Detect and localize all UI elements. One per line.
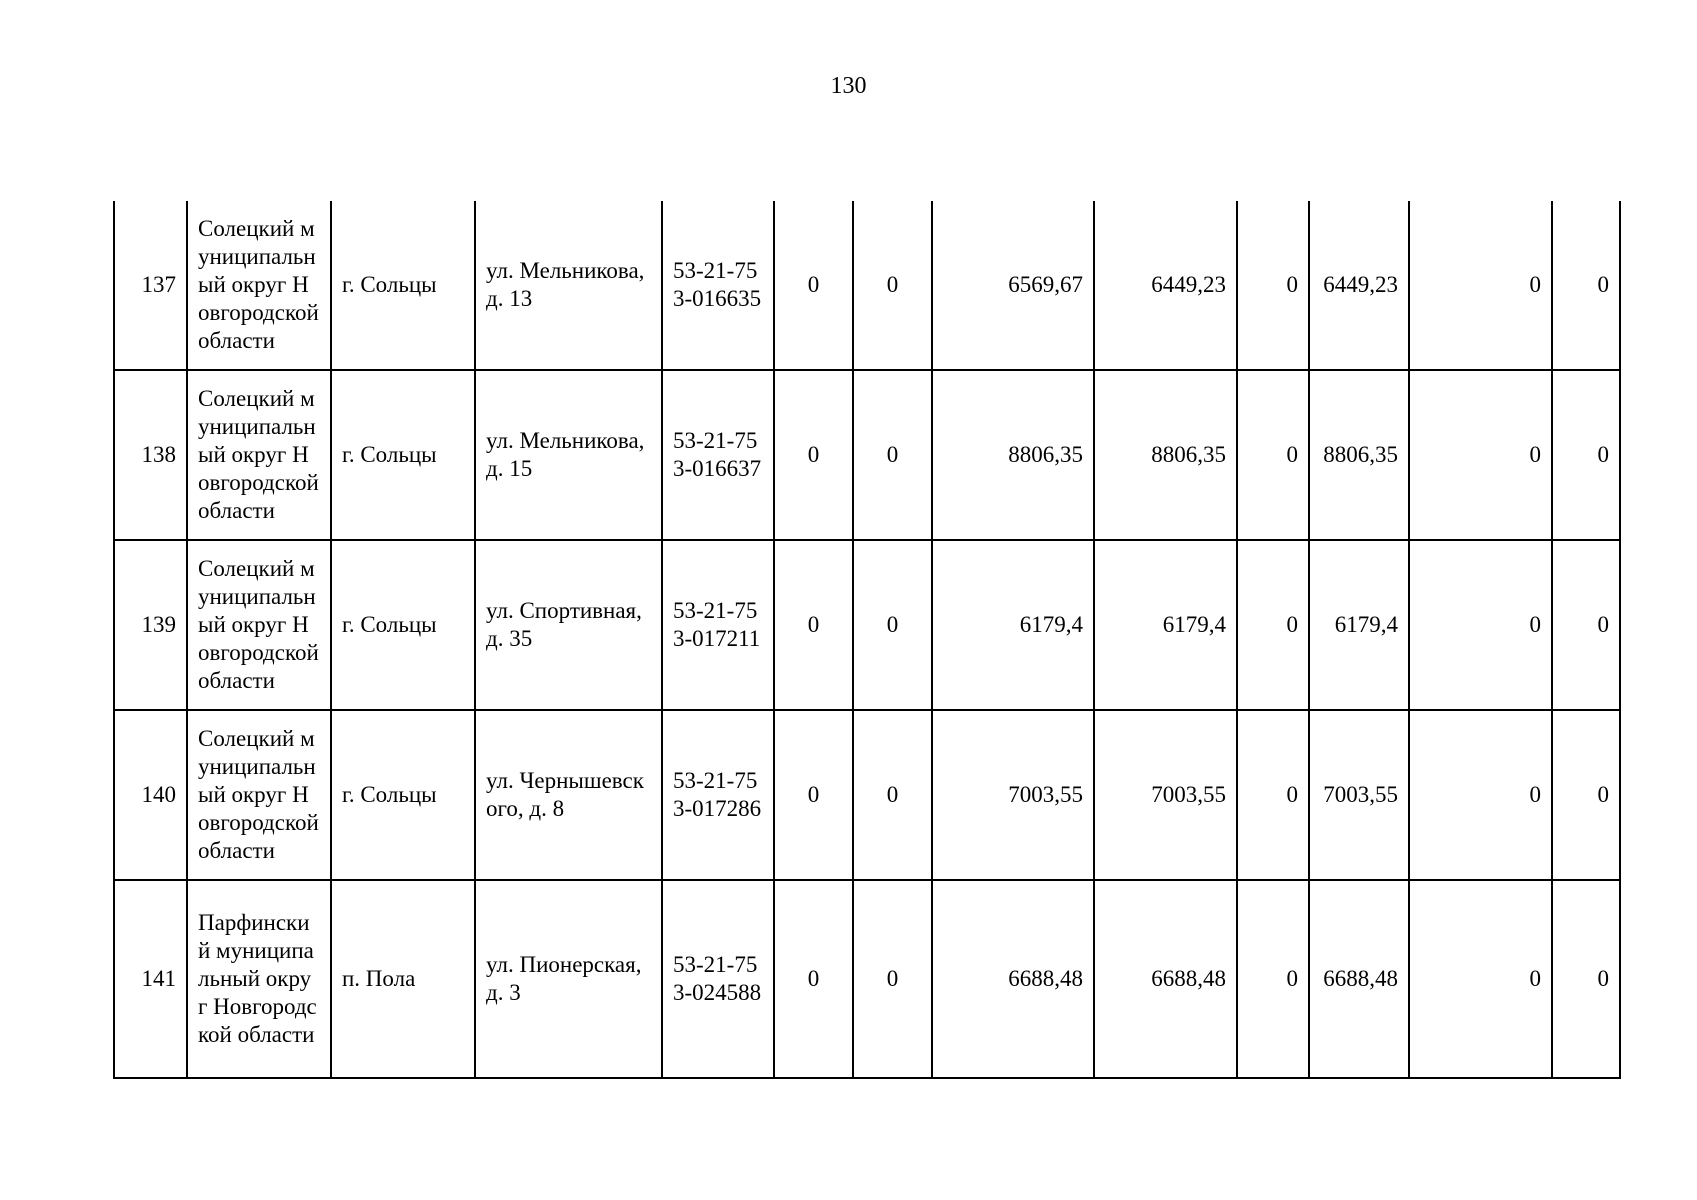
- value-cell: 0: [853, 370, 932, 540]
- value-cell: 6688,48: [932, 880, 1094, 1078]
- value-cell: 0: [1552, 370, 1620, 540]
- value-cell: 0: [1552, 710, 1620, 880]
- code-cell: 53-21-753-017211: [662, 540, 774, 710]
- value-cell: 6179,4: [1094, 540, 1237, 710]
- municipality-cell: Парфинский муниципальный округ Новгородской области: [187, 880, 331, 1078]
- value-cell: 7003,55: [932, 710, 1094, 880]
- row-number: 137: [114, 201, 187, 370]
- value-cell: 8806,35: [1094, 370, 1237, 540]
- value-cell: 0: [1237, 880, 1309, 1078]
- value-cell: 0: [774, 370, 853, 540]
- municipality-cell: Солецкий муниципальный округ Новгородской области: [187, 540, 331, 710]
- address-cell: ул. Пионерская, д. 3: [475, 880, 662, 1078]
- code-cell: 53-21-753-024588: [662, 880, 774, 1078]
- locality-cell: п. Пола: [331, 880, 475, 1078]
- address-cell: ул. Спортивная, д. 35: [475, 540, 662, 710]
- locality-cell: г. Сольцы: [331, 540, 475, 710]
- locality-cell: г. Сольцы: [331, 710, 475, 880]
- value-cell: 0: [774, 201, 853, 370]
- locality-cell: г. Сольцы: [331, 370, 475, 540]
- value-cell: 6688,48: [1094, 880, 1237, 1078]
- municipality-cell: Солецкий муниципальный округ Новгородской области: [187, 370, 331, 540]
- value-cell: 0: [853, 540, 932, 710]
- row-number: 139: [114, 540, 187, 710]
- value-cell: 0: [1409, 370, 1552, 540]
- value-cell: 0: [1409, 880, 1552, 1078]
- address-cell: ул. Чернышевского, д. 8: [475, 710, 662, 880]
- value-cell: 0: [1409, 201, 1552, 370]
- value-cell: 0: [1237, 710, 1309, 880]
- municipality-cell: Солецкий муниципальный округ Новгородской области: [187, 201, 331, 370]
- page-number: 130: [830, 73, 867, 99]
- table-row: [114, 880, 1620, 1078]
- value-cell: 6449,23: [1094, 201, 1237, 370]
- row-number: 141: [114, 880, 187, 1078]
- value-cell: 0: [774, 710, 853, 880]
- table-row: [114, 201, 1620, 370]
- value-cell: 7003,55: [1309, 710, 1409, 880]
- value-cell: 6179,4: [932, 540, 1094, 710]
- code-cell: 53-21-753-017286: [662, 710, 774, 880]
- value-cell: 0: [1552, 201, 1620, 370]
- table-row: [114, 540, 1620, 710]
- value-cell: 6179,4: [1309, 540, 1409, 710]
- value-cell: 6569,67: [932, 201, 1094, 370]
- value-cell: 0: [1552, 880, 1620, 1078]
- value-cell: 6688,48: [1309, 880, 1409, 1078]
- code-cell: 53-21-753-016637: [662, 370, 774, 540]
- value-cell: 0: [774, 880, 853, 1078]
- value-cell: 0: [1409, 540, 1552, 710]
- value-cell: 0: [1237, 540, 1309, 710]
- municipality-cell: Солецкий муниципальный округ Новгородской области: [187, 710, 331, 880]
- row-number: 138: [114, 370, 187, 540]
- address-cell: ул. Мельникова, д. 13: [475, 201, 662, 370]
- value-cell: 0: [1237, 370, 1309, 540]
- value-cell: 6449,23: [1309, 201, 1409, 370]
- locality-cell: г. Сольцы: [331, 201, 475, 370]
- code-cell: 53-21-753-016635: [662, 201, 774, 370]
- value-cell: 0: [774, 540, 853, 710]
- value-cell: 0: [1409, 710, 1552, 880]
- value-cell: 0: [1237, 201, 1309, 370]
- value-cell: 8806,35: [932, 370, 1094, 540]
- value-cell: 0: [853, 201, 932, 370]
- value-cell: 0: [853, 880, 932, 1078]
- row-number: 140: [114, 710, 187, 880]
- value-cell: 0: [853, 710, 932, 880]
- table-row: [114, 710, 1620, 880]
- registry-table: [113, 201, 1621, 1079]
- value-cell: 0: [1552, 540, 1620, 710]
- value-cell: 7003,55: [1094, 710, 1237, 880]
- table-row: [114, 370, 1620, 540]
- address-cell: ул. Мельникова, д. 15: [475, 370, 662, 540]
- value-cell: 8806,35: [1309, 370, 1409, 540]
